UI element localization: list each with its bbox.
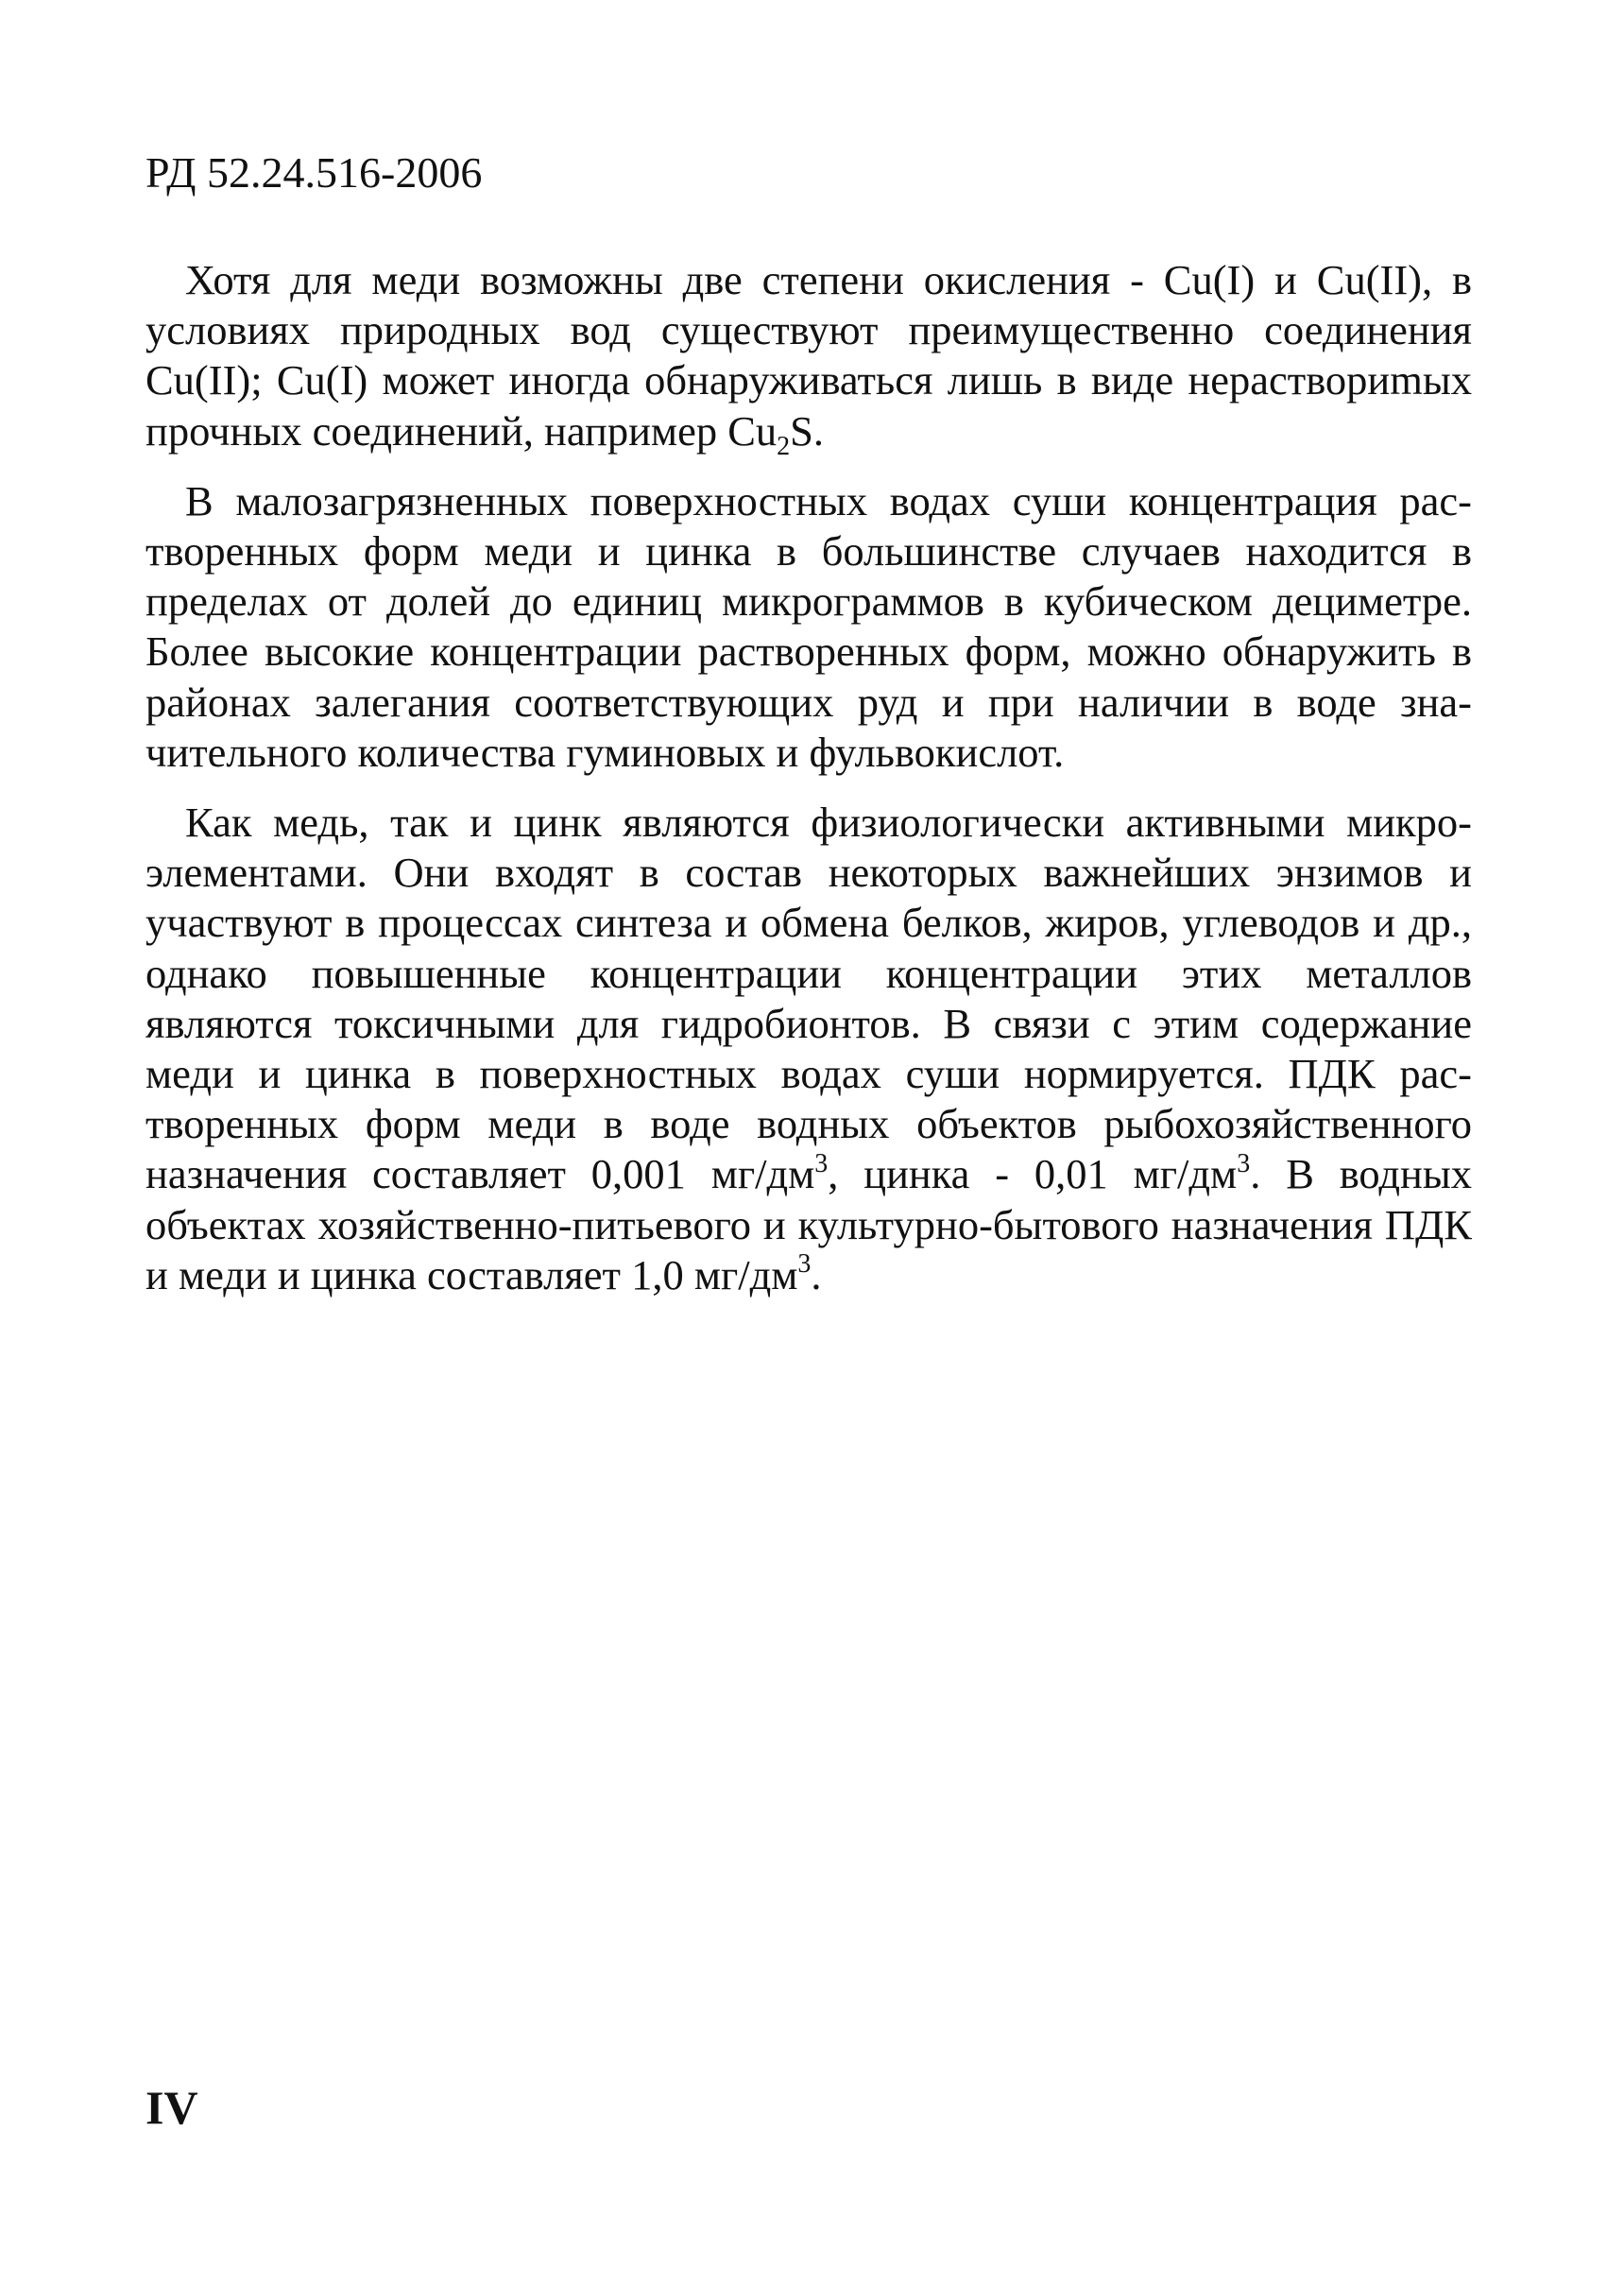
page-number: IV xyxy=(145,2081,198,2134)
paragraph-text: Хотя для меди возможны две степени окисления - Cu(I) и Cu(II), в условиях природных вод существуют преимущественно соединения Cu(II); Cu(I) может иногда обнаруживаться лишь в виде нераствориmых прочных соединений, например Cu xyxy=(145,256,1472,455)
document-code: РД 52.24.516-2006 xyxy=(145,148,483,197)
document-body xyxy=(145,255,1472,1320)
superscript: 3 xyxy=(814,1148,829,1178)
subscript: 2 xyxy=(777,431,791,461)
superscript: 3 xyxy=(1237,1148,1251,1178)
paragraph-physiology xyxy=(145,798,1472,1300)
paragraph-text: . В водных объектах хозяйственно-питьевого и культурно-бытового назначения ПДК и меди и цинка составляет 1,0 мг/дм xyxy=(145,1150,1472,1298)
paragraph-text: S. xyxy=(790,406,825,455)
paragraph-text: Как медь, так и цинк являются физиологически активными микроэлементами. Они входят в состав некоторых важнейших энзимов и участвуют в процессах синтеза и обмена белков, жиров, углеводов и др., однако повышенные концентрации концентрации этих металлов являются токсичными для гидробионтов. В связи с этим содержание меди и цинка в поверхностных водах суши нормируется. ПДК растворенных форм меди в воде водных объектов рыбохозяйственного назначения составляет 0,001 мг/дм xyxy=(145,799,1472,1198)
superscript: 3 xyxy=(797,1249,812,1280)
paragraph-oxidation-states xyxy=(145,255,1472,461)
paragraph-concentrations: В малозагрязненных поверхностных водах суши концентрация растворенных форм меди и цинка в большинстве случаев находится в пределах от долей до единиц микрограммов в кубическом дециметре. Более высокие концентрации растворенных форм, можно обнаружить в районах залегания соответствующих руд и при наличии в воде значительного количества гуминовых и фульвокислот. xyxy=(145,476,1472,776)
paragraph-text: . xyxy=(811,1250,822,1298)
paragraph-text: , цинка - 0,01 мг/дм xyxy=(828,1150,1238,1198)
